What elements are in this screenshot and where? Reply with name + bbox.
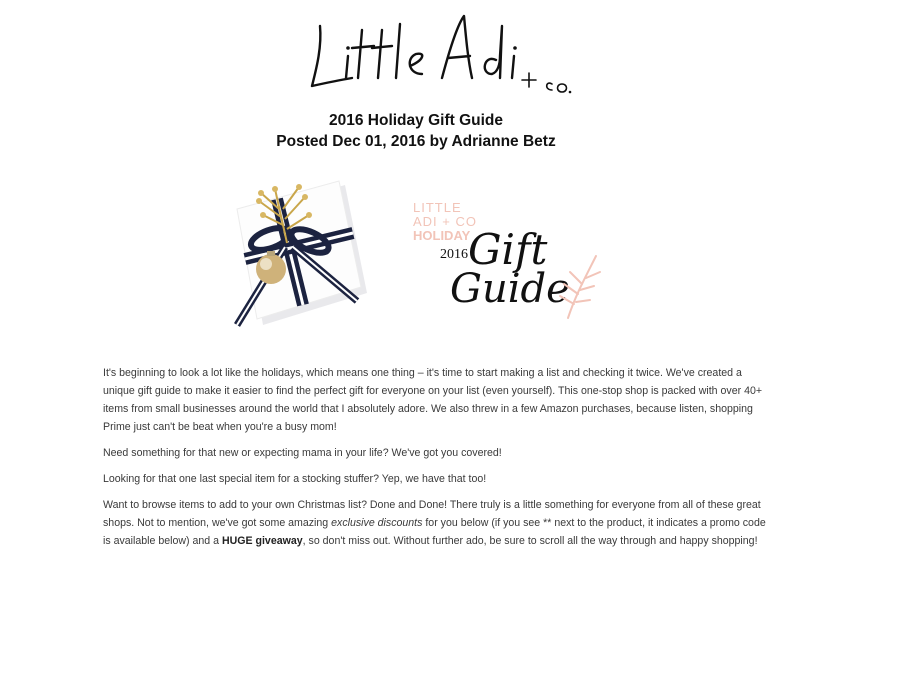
graphic-text-guide: Guide (450, 266, 570, 312)
article-paragraph-1: It's beginning to look a lot like the holidays, which means one thing – it's time to start making a list and checking it twice. We've created a unique gift guide to make it easier to find the perfect gift for everyone on your list (even yourself). This one-stop shop is packed with over 40+ items from small businesses around the world that I absolutely adore. We also threw in a few Amazon purchases, because listen, shopping Prime just can't be beat when you're a busy mom! (103, 367, 763, 433)
post-title: 2016 Holiday Gift Guide (329, 112, 503, 129)
huge-giveaway-text: HUGE giveaway (221, 535, 303, 547)
p4-text-b: for you below (if you see ** next to the product, it indicates a promo code is available below) and a (103, 517, 766, 547)
article-paragraph-3: Looking for that one last special item for a stocking stuffer? Yep, we have that too! (103, 473, 487, 485)
site-logo[interactable] (300, 8, 580, 98)
graphic-text-gift: Gift (468, 225, 548, 274)
graphic-text-holiday: HOLIDAY (413, 228, 471, 243)
gift-guide-graphic (410, 190, 610, 325)
exclusive-discounts-text: exclusive discounts (331, 517, 423, 529)
graphic-text-year: 2016 (440, 247, 468, 262)
p4-text-a: Want to browse items to add to your own Christmas list? Done and Done! There truly is a little something for everyone from all of these great shops. Not to mention, we've got some amazing (103, 499, 761, 529)
logo-script-graphic (300, 8, 580, 98)
article-paragraph-2: Need something for that new or expecting mama in your life? We've got you covered! (103, 447, 502, 459)
post-byline: Posted Dec 01, 2016 by Adrianne Betz (276, 133, 556, 150)
wrapped-gift-image (215, 175, 380, 335)
post-header (0, 110, 832, 152)
article-paragraph-4 (103, 496, 773, 550)
p4-text-c: , so don't miss out. Without further ado, be sure to scroll all the way through and happy shopping! (302, 535, 758, 547)
graphic-text-adi: ADI + CO (413, 214, 477, 229)
graphic-text-little: LITTLE (413, 200, 462, 215)
article-body (103, 364, 773, 558)
